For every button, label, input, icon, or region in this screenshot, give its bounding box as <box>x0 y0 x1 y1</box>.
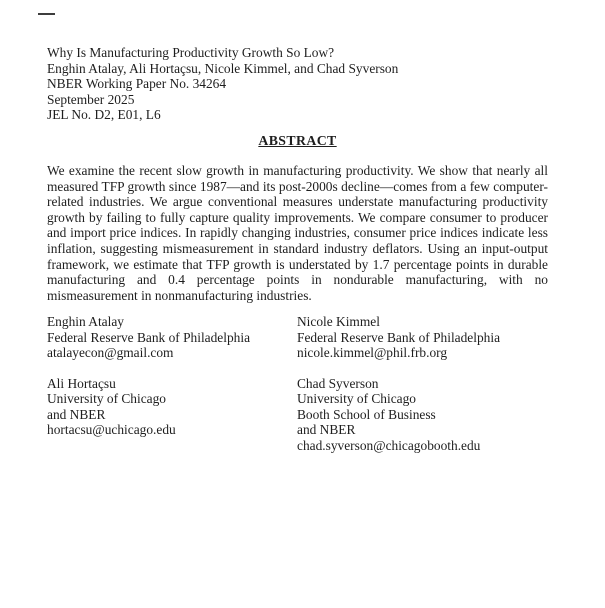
contact-email: hortacsu@uchicago.edu <box>47 422 176 438</box>
contact-name: Chad Syverson <box>297 375 379 391</box>
contact-block-atalay <box>47 314 297 361</box>
contact-email: chad.syverson@chicagobooth.edu <box>297 438 481 454</box>
contact-name: Nicole Kimmel <box>297 314 380 330</box>
paper-date: September 2025 <box>47 91 135 107</box>
contact-affiliation-3: and NBER <box>297 422 356 438</box>
contact-affiliation: Federal Reserve Bank of Philadelphia <box>47 329 251 345</box>
contact-block-hortacsu <box>47 376 297 454</box>
page-corner-mark <box>38 13 55 15</box>
author-contact-grid <box>47 314 548 453</box>
contact-block-kimmel <box>297 314 548 361</box>
contact-name: Ali Hortaçsu <box>47 375 116 391</box>
contact-block-syverson <box>297 376 548 454</box>
contact-affiliation: University of Chicago <box>297 391 417 407</box>
contact-affiliation: Federal Reserve Bank of Philadelphia <box>297 329 501 345</box>
paper-content <box>47 45 548 454</box>
contact-affiliation-2: Booth School of Business <box>297 406 436 422</box>
contact-affiliation: University of Chicago <box>47 391 167 407</box>
contact-affiliation-2: and NBER <box>47 406 106 422</box>
paper-jel-codes: JEL No. D2, E01, L6 <box>47 107 161 123</box>
paper-number: NBER Working Paper No. 34264 <box>47 76 227 92</box>
abstract-paragraph: We examine the recent slow growth in manufacturing productivity. We show that nearly all measured TFP growth since 1987—and its post-2000s decline—comes from a few computer-related industries. We argue conventional measures understate manufacturing productivity growth by failing to fully capture quality improvements. We compare consumer to producer and import price indices. In rapidly changing industries, consumer price indices indicate less inflation, suggesting mismeasurement in standard industry deflators. Using an input-output framework, we estimate that TFP growth is understated by 1.7 percentage points in durable manufacturing and 0.4 percentage points in nondurable manufacturing, with no mismeasurement in nonmanufacturing industries. <box>47 163 548 303</box>
paper-title: Why Is Manufacturing Productivity Growth So Low? <box>47 45 335 60</box>
abstract-heading-text: ABSTRACT <box>258 132 337 148</box>
paper-header <box>47 45 548 123</box>
abstract-heading <box>47 133 548 149</box>
contact-name: Enghin Atalay <box>47 314 124 330</box>
contact-email: atalayecon@gmail.com <box>47 345 174 361</box>
paper-authors: Enghin Atalay, Ali Hortaçsu, Nicole Kimmel, and Chad Syverson <box>47 60 399 76</box>
contact-email: nicole.kimmel@phil.frb.org <box>297 345 448 361</box>
